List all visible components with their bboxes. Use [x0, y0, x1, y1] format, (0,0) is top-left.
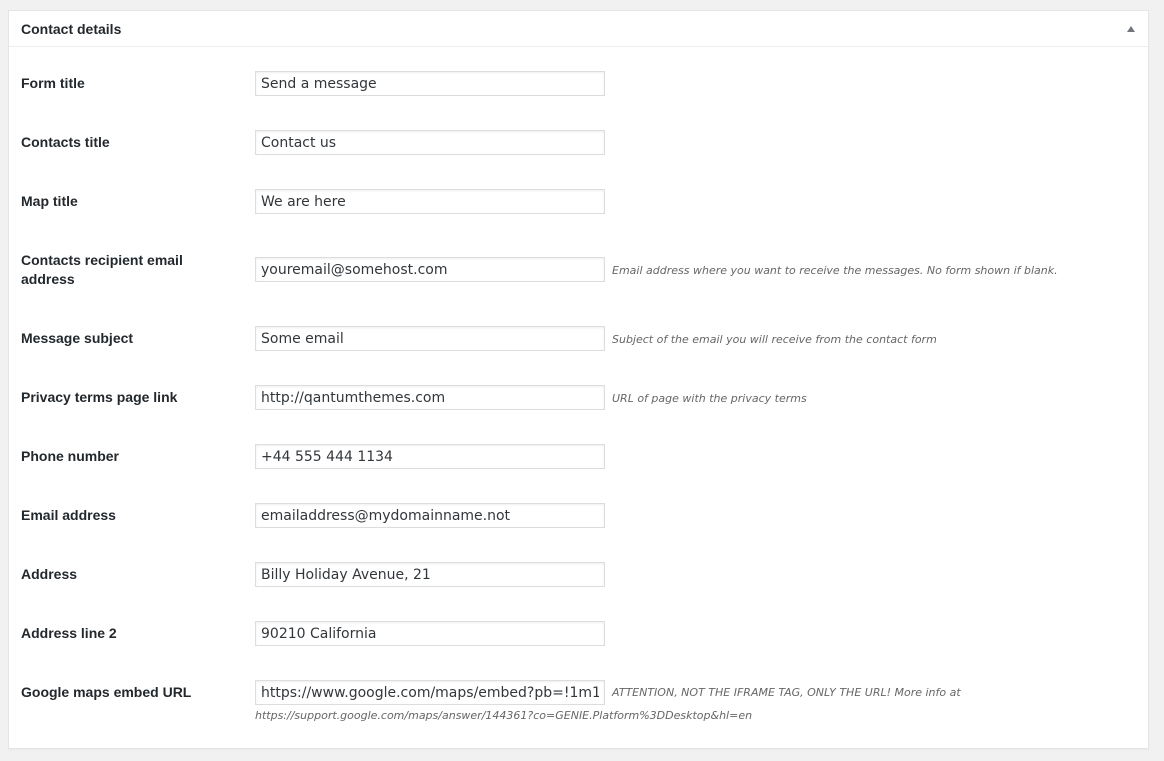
- form-title-input[interactable]: [255, 71, 605, 96]
- email-address-input[interactable]: [255, 503, 605, 528]
- field-label: Google maps embed URL: [21, 684, 192, 700]
- field-label: Form title: [21, 75, 85, 91]
- arrow-up-icon: [1127, 26, 1135, 32]
- field-label: Contacts recipient email address: [21, 252, 183, 287]
- field-description: URL of page with the privacy terms: [612, 392, 807, 405]
- panel-title: Contact details: [21, 21, 122, 37]
- contacts-title-input[interactable]: [255, 130, 605, 155]
- field-label: Phone number: [21, 448, 120, 464]
- field-label: Privacy terms page link: [21, 389, 178, 405]
- field-description: Subject of the email you will receive from the contact form: [612, 333, 937, 346]
- map-title-input[interactable]: [255, 189, 605, 214]
- address-input[interactable]: [255, 562, 605, 587]
- panel-header[interactable]: [9, 11, 1148, 47]
- field-description-link: https://support.google.com/maps/answer/144361?co=GENIE.Platform%3DDesktop&hl=en: [255, 709, 753, 722]
- field-label: Contacts title: [21, 134, 110, 150]
- field-label: Message subject: [21, 330, 134, 346]
- address-line-2-input[interactable]: [255, 621, 605, 646]
- field-label: Address line 2: [21, 625, 117, 641]
- field-description: ATTENTION, NOT THE IFRAME TAG, ONLY THE URL! More info at: [612, 686, 961, 699]
- field-label: Address: [21, 566, 78, 582]
- contact-details-panel: [8, 10, 1149, 749]
- collapse-toggle-button[interactable]: [1124, 22, 1138, 36]
- recipient-email-input[interactable]: [255, 257, 605, 282]
- field-label: Map title: [21, 193, 78, 209]
- phone-number-input[interactable]: [255, 444, 605, 469]
- field-label: Email address: [21, 507, 116, 523]
- field-description: Email address where you want to receive the messages. No form shown if blank.: [612, 264, 1058, 277]
- message-subject-input[interactable]: [255, 326, 605, 351]
- privacy-link-input[interactable]: [255, 385, 605, 410]
- google-maps-url-input[interactable]: [255, 680, 605, 705]
